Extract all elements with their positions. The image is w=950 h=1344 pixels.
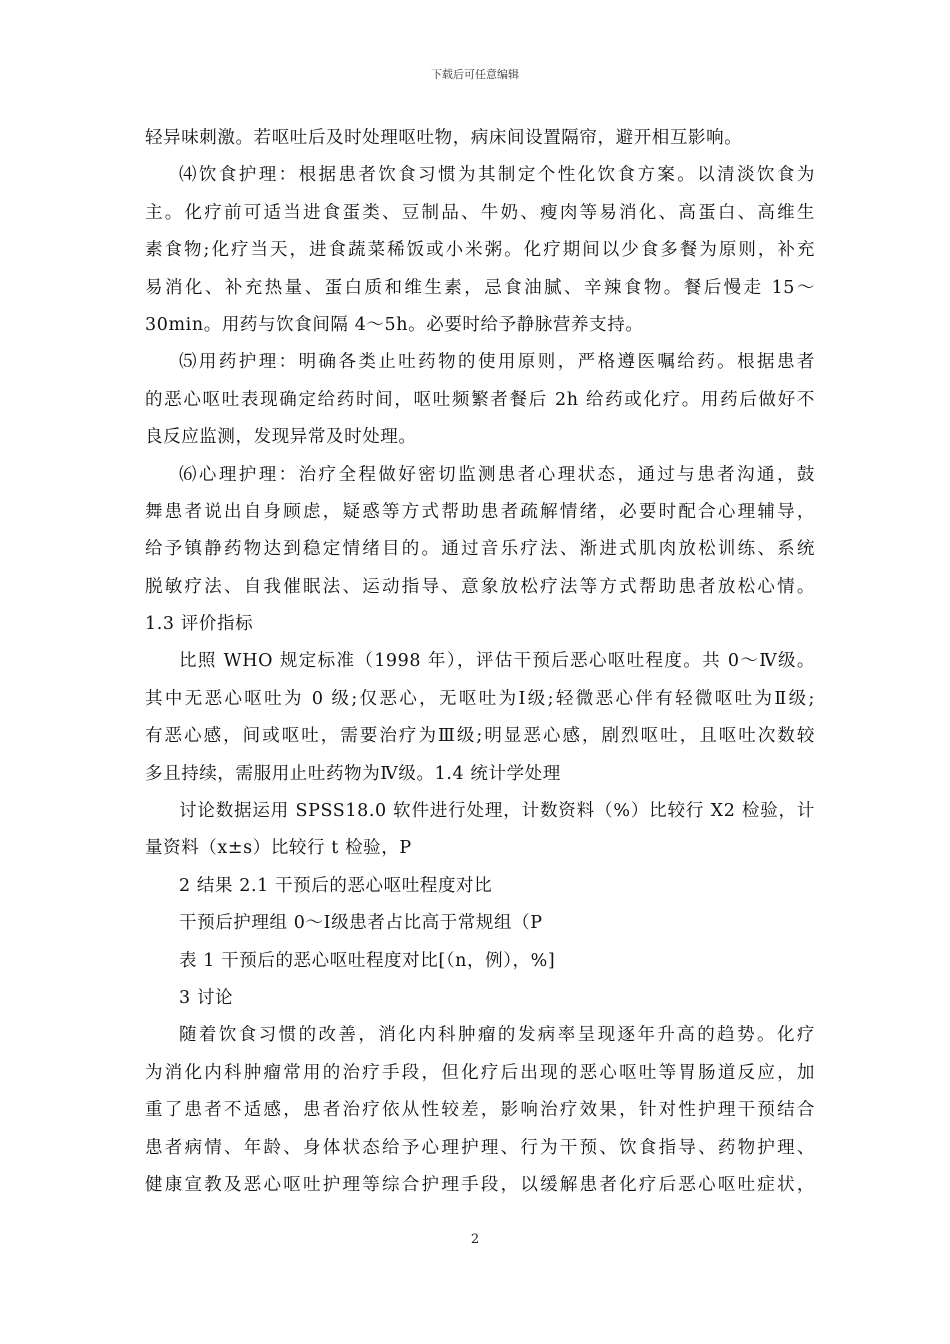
text-line: 干预后护理组 0～Ⅰ级患者占比高于常规组（P [179, 913, 543, 934]
text-line: 素食物;化疗当天，进食蔬菜稀饭或小米粥。化疗期间以少食多餐为原则，补充 [145, 240, 815, 261]
text-line: 轻异味刺激。若呕吐后及时处理呕吐物，病床间设置隔帘，避开相互影响。 [145, 128, 743, 148]
text-line: 量资料（x±s）比较行 t 检验，P [145, 838, 412, 859]
text-line: ⑹心理护理：治疗全程做好密切监测患者心理状态，通过与患者沟通，鼓 [179, 464, 815, 485]
text-line: 为消化内科肿瘤常用的治疗手段，但化疗后出现的恶心呕吐等胃肠道反应，加 [145, 1062, 815, 1083]
text-line: 脱敏疗法、自我催眠法、运动指导、意象放松疗法等方式帮助患者放松心情。 [145, 576, 815, 597]
text-line: 有恶心感，间或呕吐，需要治疗为Ⅲ级;明显恶心感，剧烈呕吐，且呕吐次数较 [145, 726, 815, 747]
text-line: 3 讨论 [179, 987, 234, 1008]
text-line: 比照 WHO 规定标准（1998 年），评估干预后恶心呕吐程度。共 0～Ⅳ级。 [179, 651, 815, 672]
text-line: 舞患者说出自身顾虑，疑惑等方式帮助患者疏解情绪，必要时配合心理辅导， [145, 501, 815, 522]
document-body [145, 120, 815, 1204]
text-line: 重了患者不适感，患者治疗依从性较差，影响治疗效果，针对性护理干预结合 [145, 1100, 815, 1121]
text-line: 讨论数据运用 SPSS18.0 软件进行处理，计数资料（%）比较行 X2 检验，计 [179, 801, 815, 822]
text-line: 2 结果 2.1 干预后的恶心呕吐程度对比 [179, 875, 493, 896]
text-line: 易消化、补充热量、蛋白质和维生素，忌食油腻、辛辣食物。餐后慢走 15～ [145, 277, 815, 298]
text-line: 患者病情、年龄、身体状态给予心理护理、行为干预、饮食指导、药物护理、 [145, 1137, 815, 1158]
text-line: 良反应监测，发现异常及时处理。 [145, 427, 417, 448]
text-line: 给予镇静药物达到稳定情绪目的。通过音乐疗法、渐进式肌肉放松训练、系统 [145, 539, 815, 560]
text-line: 多且持续，需服用止吐药物为Ⅳ级。1.4 统计学处理 [145, 763, 561, 784]
page-number: 2 [470, 1232, 480, 1247]
text-line: 表 1 干预后的恶心呕吐程度对比[（n，例），%] [179, 950, 556, 971]
text-line: 30min。用药与饮食间隔 4～5h。必要时给予静脉营养支持。 [145, 314, 644, 335]
page-header: 下载后可任意编辑 [431, 68, 519, 81]
text-line: ⑷饮食护理：根据患者饮食习惯为其制定个性化饮食方案。以清淡饮食为 [179, 165, 815, 186]
text-line: 健康宣教及恶心呕吐护理等综合护理手段，以缓解患者化疗后恶心呕吐症状， [145, 1174, 815, 1195]
text-line: ⑸用药护理：明确各类止吐药物的使用原则，严格遵医嘱给药。根据患者 [179, 352, 815, 373]
text-line: 主。化疗前可适当进食蛋类、豆制品、牛奶、瘦肉等易消化、高蛋白、高维生 [145, 202, 815, 223]
text-line: 其中无恶心呕吐为 0 级;仅恶心，无呕吐为Ⅰ级;轻微恶心伴有轻微呕吐为Ⅱ级; [145, 688, 815, 709]
text-line: 随着饮食习惯的改善，消化内科肿瘤的发病率呈现逐年升高的趋势。化疗 [179, 1025, 815, 1046]
text-line: 1.3 评价指标 [145, 614, 254, 635]
text-line: 的恶心呕吐表现确定给药时间，呕吐频繁者餐后 2h 给药或化疗。用药后做好不 [145, 389, 815, 410]
